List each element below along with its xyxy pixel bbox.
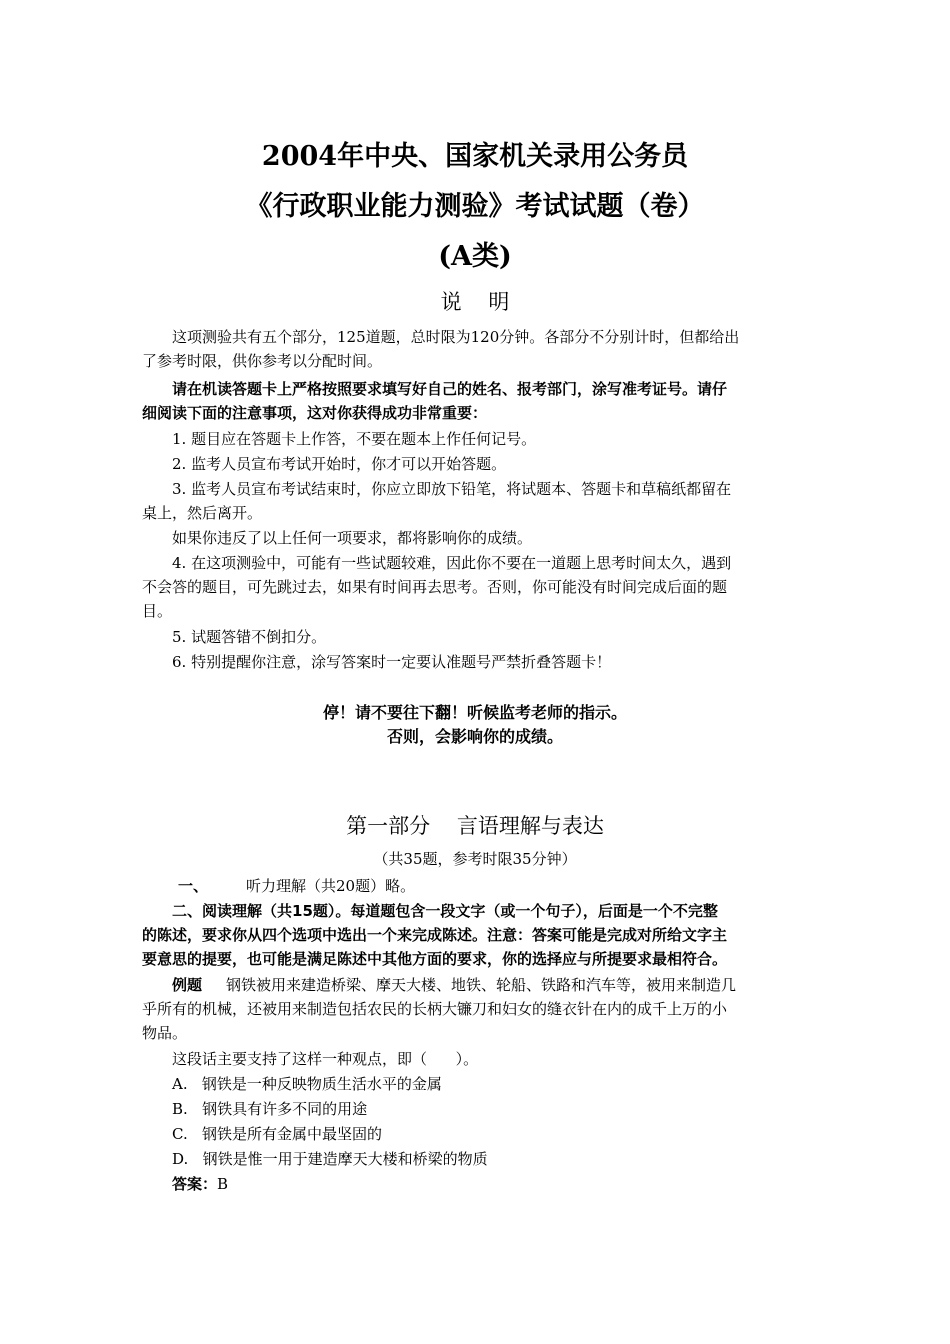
answer-value: B <box>217 1175 229 1193</box>
rule-item-4-line2: 不会答的题目，可先跳过去，如果有时间再去思考。否则，你可能没有时间完成后面的题 <box>142 578 728 596</box>
section1-number: 一、 <box>178 877 209 895</box>
section2-line3: 要意思的提要，也可能是满足陈述中其他方面的要求，你的选择应与所提要求最相符合。 <box>142 950 728 968</box>
rule-item-3-line2: 桌上，然后离开。 <box>142 504 263 522</box>
doc-title-line3: (A类) <box>438 241 512 272</box>
rule-item-2: 2. 监考人员宣布考试开始时，你才可以开始答题。 <box>172 455 507 473</box>
intro-paragraph-line2: 了参考时限，供你参考以分配时间。 <box>142 352 383 370</box>
intro-bold-line1: 请在机读答题卡上严格按照要求填写好自己的姓名、报考部门，涂写准考证号。请仔 <box>172 380 728 398</box>
rule-item-3-line1: 3. 监考人员宣布考试结束时，你应立即放下铅笔，将试题本、答题卡和草稿纸都留在 <box>172 480 732 498</box>
stop-notice-line2: 否则，会影响你的成绩。 <box>386 727 563 746</box>
answer-line <box>172 1172 228 1196</box>
doc-title-line1: 2004年中央、国家机关录用公务员 <box>261 141 689 172</box>
answer-label: 答案： <box>172 1175 218 1193</box>
option-b: B. 钢铁具有许多不同的用途 <box>172 1100 368 1118</box>
rule-item-6: 6. 特别提醒你注意，涂写答案时一定要认准题号严禁折叠答题卡！ <box>172 653 612 671</box>
doc-title-line2: 《行政职业能力测验》考试试题（卷） <box>245 191 705 222</box>
part1-subtitle: （共35题，参考时限35分钟） <box>373 850 577 868</box>
section2-line2: 的陈述，要求你从四个选项中选出一个来完成陈述。注意：答案可能是完成对所给文字主 <box>142 926 728 944</box>
rule-item-1: 1. 题目应在答题卡上作答，不要在题本上作任何记号。 <box>172 430 537 448</box>
example-line3: 物品。 <box>142 1024 188 1042</box>
intro-paragraph-line1: 这项测验共有五个部分，125道题，总时限为120分钟。各部分不分别计时，但都给出 <box>172 328 740 346</box>
section2-line1: 二、阅读理解（共15题）。每道题包含一段文字（或一个句子），后面是一个不完整 <box>172 902 718 920</box>
example-question: 这段话主要支持了这样一种观点，即（ ）。 <box>172 1050 479 1068</box>
intro-bold-line2: 细阅读下面的注意事项，这对你获得成功非常重要： <box>142 404 488 422</box>
rule-item-4-line1: 4. 在这项测验中，可能有一些试题较难，因此你不要在一道题上思考时间太久，遇到 <box>172 554 732 572</box>
example-line1: 钢铁被用来建造桥梁、摩天大楼、地铁、轮船、铁路和汽车等，被用来制造几 <box>226 976 737 994</box>
part1-title: 第一部分 言语理解与表达 <box>346 814 604 838</box>
option-c: C. 钢铁是所有金属中最坚固的 <box>172 1125 383 1143</box>
section1-text: 听力理解（共20题）略。 <box>246 877 416 895</box>
stop-notice-line1: 停！请不要往下翻！听候监考老师的指示。 <box>322 703 627 722</box>
rule-item-5: 5. 试题答错不倒扣分。 <box>172 628 327 646</box>
option-d: D. 钢铁是惟一用于建造摩天大楼和桥梁的物质 <box>172 1150 488 1168</box>
rule-item-4-line3: 目。 <box>142 602 173 620</box>
rule-warning: 如果你违反了以上任何一项要求，都将影响你的成绩。 <box>172 529 533 547</box>
option-a: A. 钢铁是一种反映物质生活水平的金属 <box>172 1075 442 1093</box>
instructions-heading: 说 明 <box>440 290 510 314</box>
example-label: 例题 <box>172 976 203 994</box>
example-line2: 乎所有的机械，还被用来制造包括农民的长柄大镰刀和妇女的缝衣针在内的成千上万的小 <box>142 1000 728 1018</box>
